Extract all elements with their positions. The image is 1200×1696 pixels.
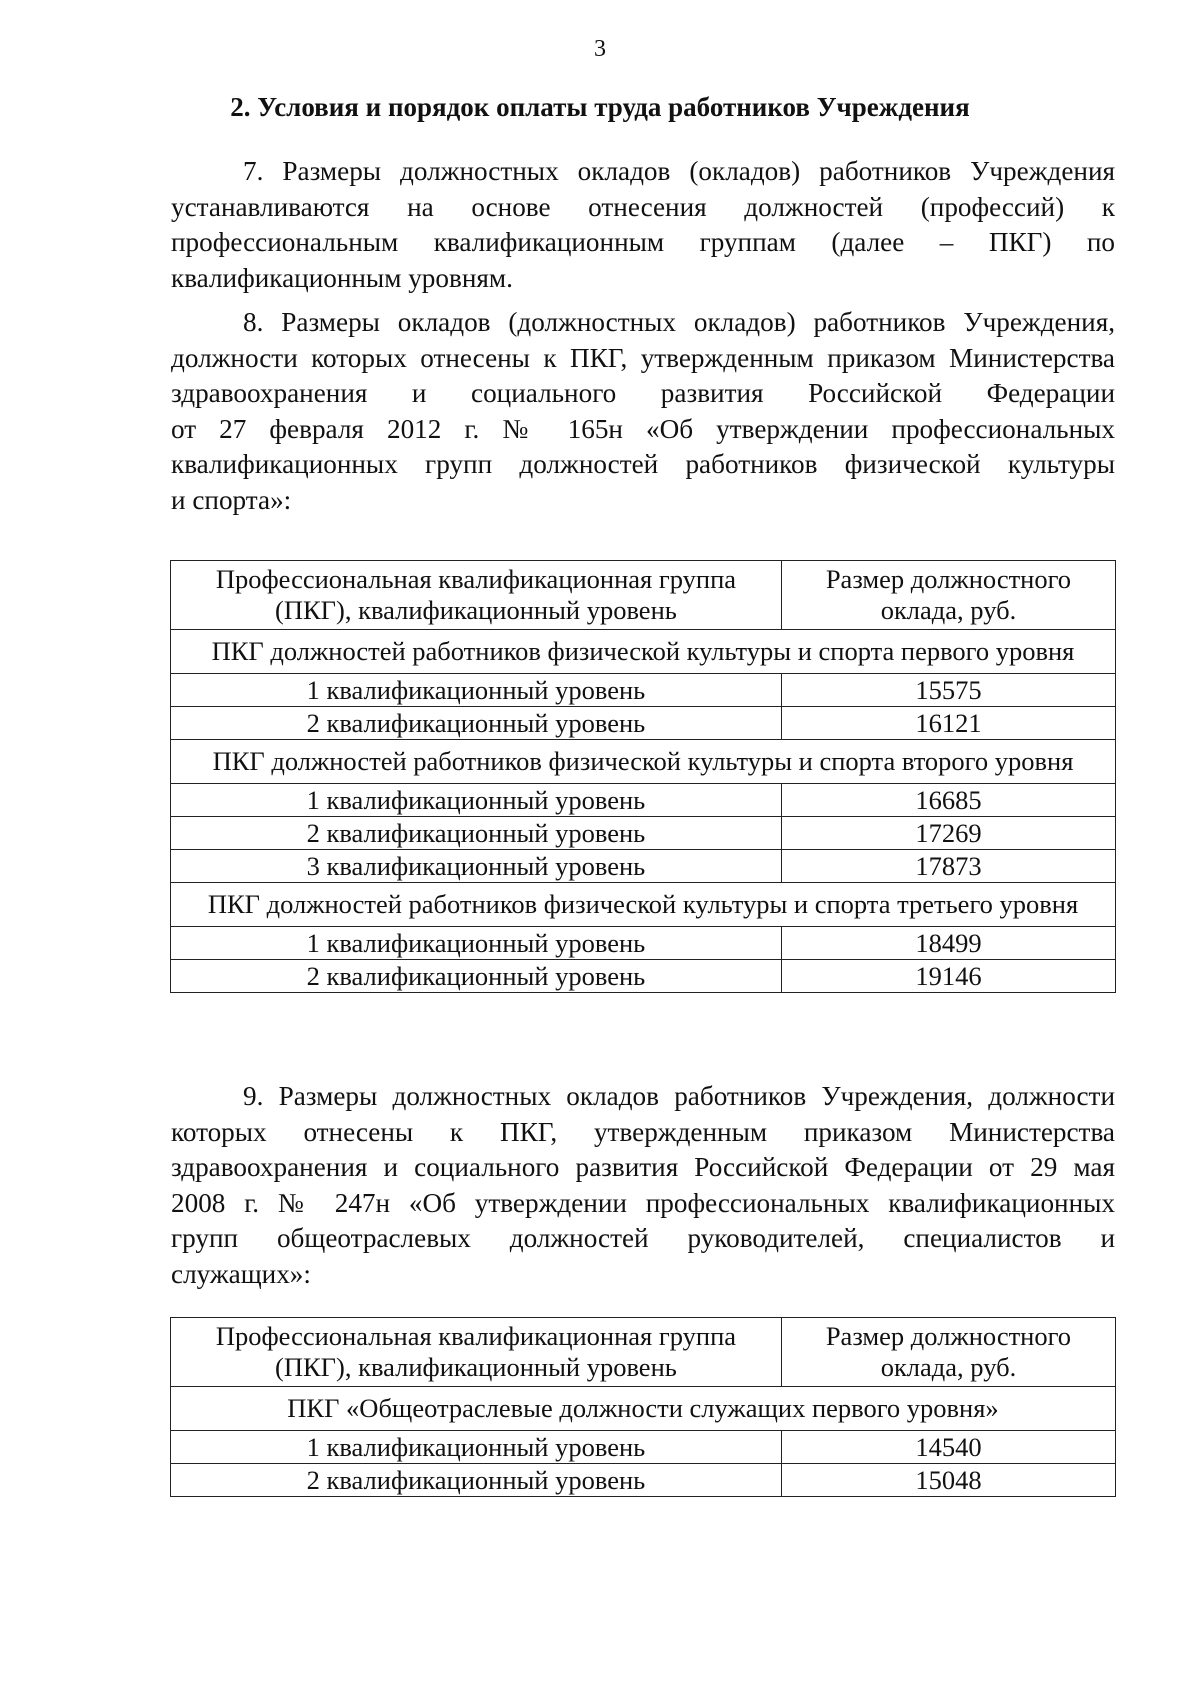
salary-value: 17873 [781,850,1115,883]
table-row [171,850,1116,883]
group-title: ПКГ должностей работников физической культуры и спорта второго уровня [171,740,1116,784]
paragraph-line: и спорта»: [171,484,292,515]
salary-value: 17269 [781,817,1115,850]
column-header-salary: Размер должностного оклада, руб. [781,1318,1115,1387]
paragraph-line: 2008 г. № 247н «Об утверждении профессиональных квалификационных [171,1187,1115,1218]
salary-table-general [170,1317,1116,1497]
paragraph-line: квалификационным уровням. [171,262,513,293]
paragraph-line: квалификационных групп должностей работников физической культуры [171,449,1115,479]
column-header-level: Профессиональная квалификационная группа (ПКГ), квалификационный уровень [171,1318,782,1387]
qualification-level: 2 квалификационный уровень [171,817,782,850]
qualification-level: 1 квалификационный уровень [171,674,782,707]
qualification-level: 1 квалификационный уровень [171,927,782,960]
table-row [171,1464,1116,1497]
column-header-salary: Размер должностного оклада, руб. [781,561,1115,630]
qualification-level: 2 квалификационный уровень [171,960,782,993]
paragraph-line: устанавливаются на основе отнесения должностей (профессий) к [171,191,1115,222]
table-row [171,674,1116,707]
group-row [171,630,1116,674]
paragraph-line: 7. Размеры должностных окладов (окладов) работников Учреждения [243,156,1115,186]
qualification-level: 3 квалификационный уровень [171,850,782,883]
table-row [171,817,1116,850]
qualification-level: 2 квалификационный уровень [171,1464,782,1497]
group-row [171,883,1116,927]
paragraph-line: от 27 февраля 2012 г. № 165н «Об утверждении профессиональных [171,413,1115,444]
salary-value: 16121 [781,707,1115,740]
salary-value: 15575 [781,674,1115,707]
table-header-row [171,561,1116,630]
salary-value: 15048 [781,1464,1115,1497]
paragraph-7 [171,154,1115,296]
salary-value: 14540 [781,1431,1115,1464]
table-row [171,927,1116,960]
table-row [171,707,1116,740]
group-row [171,1387,1116,1431]
group-title: ПКГ «Общеотраслевые должности служащих первого уровня» [171,1387,1116,1431]
salary-table-sport [170,560,1116,993]
table-header-row [171,1318,1116,1387]
section-heading: 2. Условия и порядок оплаты труда работников Учреждения [230,92,970,122]
paragraph-line: служащих»: [171,1258,311,1289]
salary-value: 19146 [781,960,1115,993]
salary-value: 16685 [781,784,1115,817]
paragraph-line: групп общеотраслевых должностей руководителей, специалистов и [171,1223,1115,1253]
paragraph-line: 8. Размеры окладов (должностных окладов) работников Учреждения, [243,307,1115,337]
paragraph-9 [171,1079,1115,1292]
paragraph-line: здравоохранения и социального развития Российской Федерации [171,378,1115,408]
qualification-level: 1 квалификационный уровень [171,1431,782,1464]
paragraph-line: 9. Размеры должностных окладов работников Учреждения, должности [243,1081,1115,1111]
salary-value: 18499 [781,927,1115,960]
group-title: ПКГ должностей работников физической культуры и спорта третьего уровня [171,883,1116,927]
qualification-level: 2 квалификационный уровень [171,707,782,740]
paragraph-line: здравоохранения и социального развития Российской Федерации от 29 мая [171,1152,1115,1182]
group-title: ПКГ должностей работников физической культуры и спорта первого уровня [171,630,1116,674]
paragraph-line: профессиональным квалификационным группам (далее – ПКГ) по [171,227,1115,257]
table-row [171,1431,1116,1464]
paragraph-8 [171,305,1115,518]
qualification-level: 1 квалификационный уровень [171,784,782,817]
group-row [171,740,1116,784]
paragraph-line: должности которых отнесены к ПКГ, утвержденным приказом Министерства [171,342,1115,373]
column-header-level: Профессиональная квалификационная группа (ПКГ), квалификационный уровень [171,561,782,630]
page-number: 3 [594,36,606,62]
table-row [171,960,1116,993]
table-row [171,784,1116,817]
paragraph-line: которых отнесены к ПКГ, утвержденным приказом Министерства [171,1116,1115,1147]
